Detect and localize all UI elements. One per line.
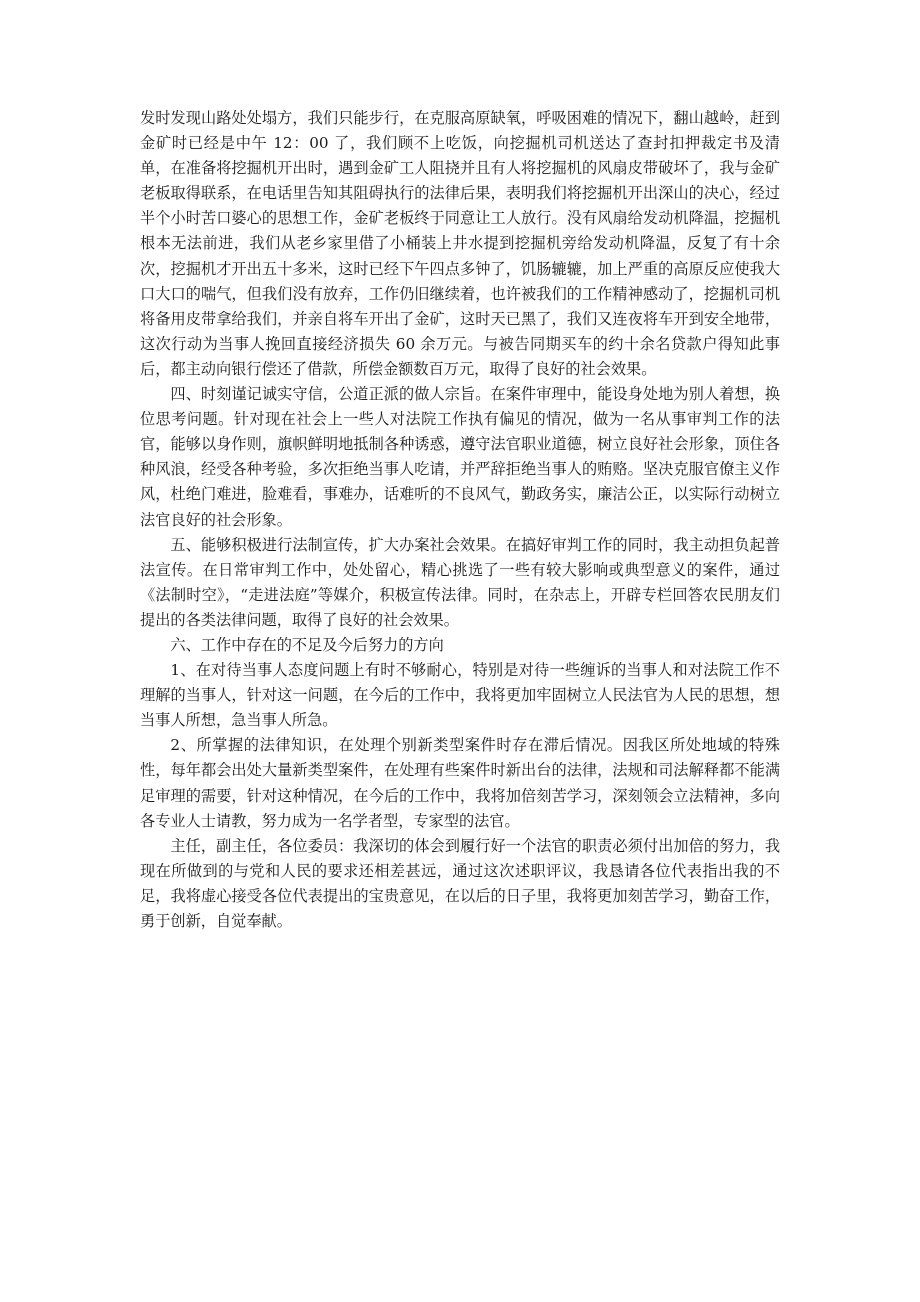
paragraph-1: 发时发现山路处处塌方，我们只能步行，在克服高原缺氧，呼吸困难的情况下，翻山越岭，赶到金矿时已经是中午 12：00 了，我们顾不上吃饭，向挖掘机司机送达了查封扣押裁定书及清单，在准备将挖掘机开出时，遇到金矿工人阻挠并且有人将挖掘机的风扇皮带破坏了，我与金矿老板取得联系，在电话里告知其阻碍执行的法律后果，表明我们将挖掘机开出深山的决心，经过半个小时苦口婆心的思想工作，金矿老板终于同意让工人放行。没有风扇给发动机降温，挖掘机根本无法前进，我们从老乡家里借了小桶装上井水提到挖掘机旁给发动机降温，反复了有十余次，挖掘机才开出五十多米，这时已经下午四点多钟了，饥肠辘辘，加上严重的高原反应使我大口大口的喘气，但我们没有放弃，工作仍旧继续着，也许被我们的工作精神感动了，挖掘机司机将备用皮带拿给我们，并亲自将车开出了金矿，这时天已黑了，我们又连夜将车开到安全地带，这次行动为当事人挽回直接经济损失 60 余万元。与被告同期买车的约十余名贷款户得知此事后，都主动向银行偿还了借款，所偿金额数百万元，取得了良好的社会效果。	[140, 109, 780, 378]
paragraph-3: 五、能够积极进行法制宣传，扩大办案社会效果。在搞好审判工作的同时，我主动担负起普法宣传。在日常审判工作中，处处留心，精心挑选了一些有较大影响或典型意义的案件，通过《法制时空》，“走进法庭”等媒介，积极宣传法律。同时，在杂志上，开辟专栏回答农民朋友们提出的各类法律问题，取得了良好的社会效果。	[140, 535, 780, 629]
section-heading: 六、工作中存在的不足及今后努力的方向	[170, 635, 444, 654]
paragraph-item-2: 2、所掌握的法律知识，在处理个别新类型案件时存在滞后情况。因我区所处地域的特殊性，每年都会出处大量新类型案件，在处理有些案件时新出台的法律，法规和司法解释都不能满足审理的需要，针对这种情况，在今后的工作中，我将加倍刻苦学习，深刻领会立法精神，多向各专业人士请教，努力成为一名学者型，专家型的法官。	[140, 736, 780, 830]
paragraph-2: 四、时刻谨记诚实守信，公道正派的做人宗旨。在案件审理中，能设身处地为别人着想，换位思考问题。针对现在社会上一些人对法院工作执有偏见的情况，做为一名从事审判工作的法官，能够以身作则，旗帜鲜明地抵制各种诱惑，遵守法官职业道德，树立良好社会形象，顶住各种风浪，经受各种考验，多次拒绝当事人吃请，并严辞拒绝当事人的贿赂。坚决克服官僚主义作风，杜绝门难进，脸难看，事难办，话难听的不良风气，勤政务实，廉洁公正，以实际行动树立法官良好的社会形象。	[140, 385, 780, 529]
paragraph-item-1: 1、在对待当事人态度问题上有时不够耐心，特别是对待一些缠诉的当事人和对法院工作不理解的当事人，针对这一问题，在今后的工作中，我将更加牢固树立人民法官为人民的思想，想当事人所想，急当事人所急。	[140, 661, 780, 730]
document-body	[140, 106, 780, 934]
closing-paragraph: 主任，副主任，各位委员：我深切的体会到履行好一个法官的职责必须付出加倍的努力，我现在所做到的与党和人民的要求还相差甚远，通过这次述职评议，我恳请各位代表指出我的不足，我将虚心接受各位代表提出的宝贵意见，在以后的日子里，我将更加刻苦学习，勤奋工作，勇于创新，自觉奉献。	[140, 836, 780, 930]
